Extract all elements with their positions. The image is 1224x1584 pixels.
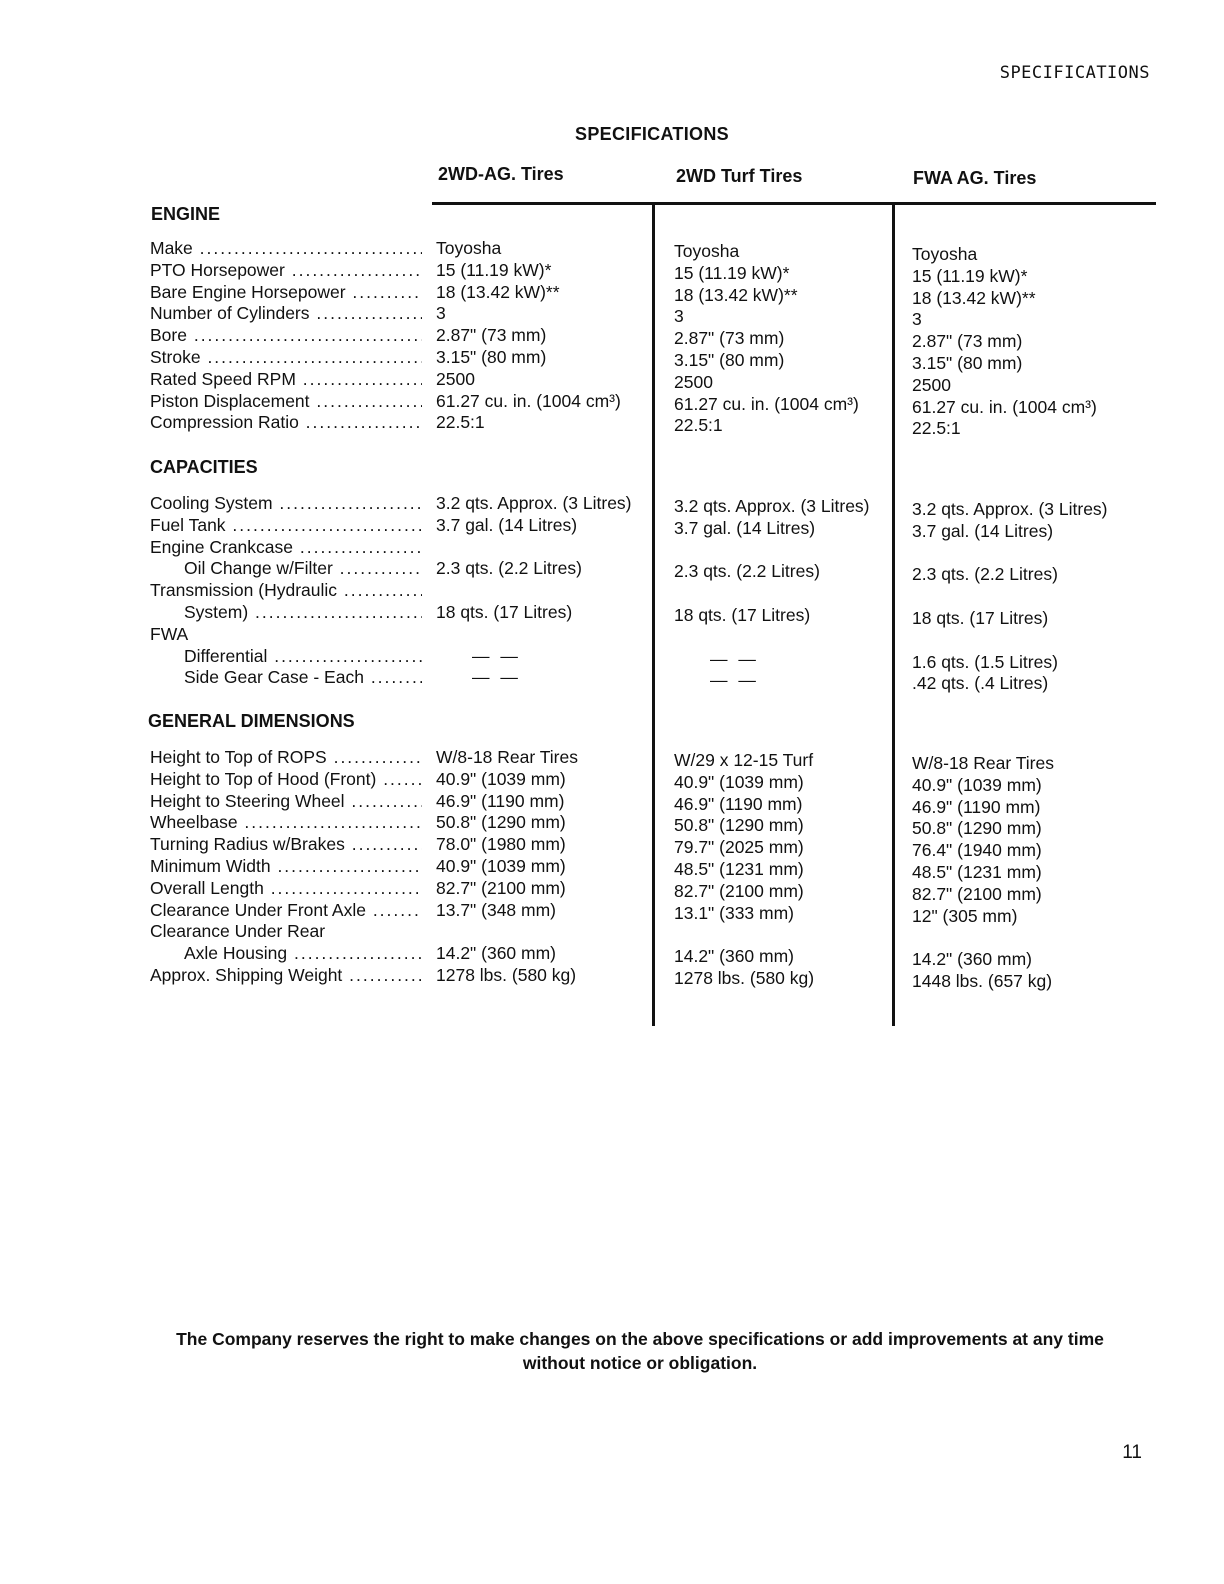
running-header: SPECIFICATIONS <box>999 63 1150 83</box>
spec-value-col-3: 22.5:1 <box>912 418 961 439</box>
spec-value-col-2: 3.15" (80 mm) <box>674 350 785 370</box>
spec-value-col-3: 14.2" (360 mm) <box>912 949 1033 970</box>
spec-value-col-1: 14.2" (360 mm) <box>436 943 557 964</box>
spec-value-col-1: 2500 <box>436 368 475 389</box>
spec-label: Transmission (Hydraulic ..... <box>150 579 422 601</box>
disclaimer-line-1: The Company reserves the right to make changes on the above specifications or add improvements at any time <box>176 1329 1104 1349</box>
spec-value-col-3: 2500 <box>912 374 951 395</box>
spec-value-col-1: 18 (13.42 kW)** <box>436 281 560 302</box>
spec-value-col-2: 2.3 qts. (2.2 Litres) <box>674 561 820 582</box>
spec-value-col-1: 78.0" (1980 mm) <box>436 834 566 855</box>
spec-label: Oil Change w/Filter ..... <box>184 557 422 579</box>
spec-value-col-2: 15 (11.19 kW)* <box>674 262 790 283</box>
spec-value-col-1: 82.7" (2100 mm) <box>436 877 566 898</box>
spec-row <box>0 302 1224 330</box>
spec-label: Fuel Tank ..... <box>150 514 422 536</box>
spec-label: Side Gear Case - Each ..... <box>184 666 422 688</box>
disclaimer-line-2: without notice or obligation. <box>522 1353 758 1373</box>
spec-value-col-3: 18 qts. (17 Litres) <box>912 608 1049 628</box>
spec-value-col-3: 48.5" (1231 mm) <box>912 862 1042 882</box>
spec-row <box>0 833 1224 861</box>
spec-row <box>0 390 1224 417</box>
spec-row <box>0 899 1224 926</box>
spec-row <box>0 855 1224 882</box>
spec-label: Number of Cylinders ..... <box>150 302 422 324</box>
spec-value-col-3: 40.9" (1039 mm) <box>912 774 1042 795</box>
page-title: SPECIFICATIONS <box>575 124 729 144</box>
spec-value-col-2: 3 <box>674 306 684 327</box>
spec-value-col-3: 1.6 qts. (1.5 Litres) <box>912 651 1058 672</box>
spec-row <box>0 281 1224 308</box>
spec-value-col-1: 18 qts. (17 Litres) <box>436 602 573 622</box>
header-rule <box>432 202 1156 205</box>
spec-value-col-2: 1278 lbs. (580 kg) <box>674 968 815 988</box>
spec-value-col-2: 48.5" (1231 mm) <box>674 859 804 879</box>
spec-row <box>0 666 1224 694</box>
spec-row <box>0 601 1224 628</box>
spec-label: Height to Top of ROPS ..... <box>150 746 422 768</box>
section-heading-dimensions: GENERAL DIMENSIONS <box>148 711 355 731</box>
spec-value-col-1: 3.7 gal. (14 Litres) <box>436 514 578 535</box>
spec-value-col-2: 22.5:1 <box>674 415 723 436</box>
spec-label: Bare Engine Horsepower ..... <box>150 281 422 303</box>
spec-value-col-3: Toyosha <box>912 244 978 264</box>
spec-value-col-2: 79.7" (2025 mm) <box>674 837 804 858</box>
spec-value-col-2: 18 qts. (17 Litres) <box>674 605 811 625</box>
spec-value-col-3: 2.3 qts. (2.2 Litres) <box>912 564 1058 585</box>
spec-row <box>0 259 1224 286</box>
spec-value-col-1: 40.9" (1039 mm) <box>436 768 566 789</box>
spec-row <box>0 920 1224 942</box>
spec-row <box>0 623 1224 645</box>
column-header-fwa-ag: FWA AG. Tires <box>913 168 1037 188</box>
spec-row <box>0 645 1224 672</box>
spec-value-col-2: 3.2 qts. Approx. (3 Litres) <box>674 496 870 516</box>
spec-label: Stroke ..... <box>150 346 422 368</box>
spec-row <box>0 514 1224 541</box>
spec-value-col-2: 46.9" (1190 mm) <box>674 793 803 814</box>
spec-label: Overall Length ..... <box>150 877 422 899</box>
spec-value-col-1: 22.5:1 <box>436 412 485 433</box>
spec-value-col-1: 2.3 qts. (2.2 Litres) <box>436 558 582 579</box>
spec-row <box>0 368 1224 395</box>
disclaimer-note <box>120 1327 1160 1375</box>
page-number: 11 <box>1122 1442 1142 1463</box>
spec-value-col-2: 18 (13.42 kW)** <box>674 284 798 305</box>
spec-value-col-1: — — <box>472 645 521 666</box>
spec-label: Make ..... <box>150 237 422 259</box>
spec-label: Approx. Shipping Weight ..... <box>150 964 422 986</box>
spec-value-col-3: 18 (13.42 kW)** <box>912 287 1036 308</box>
spec-label: System) ..... <box>184 601 422 623</box>
spec-value-col-1: Toyosha <box>436 238 502 258</box>
spec-row <box>0 411 1224 439</box>
spec-value-col-2: 2.87" (73 mm) <box>674 328 785 349</box>
spec-row <box>0 811 1224 839</box>
spec-row <box>0 346 1224 373</box>
spec-label: Piston Displacement ..... <box>150 390 422 412</box>
spec-label: Bore ..... <box>150 324 422 346</box>
spec-label: Differential ..... <box>184 645 422 667</box>
spec-row <box>0 790 1224 817</box>
spec-value-col-2: 14.2" (360 mm) <box>674 946 795 967</box>
spec-row <box>0 877 1224 904</box>
spec-label: Wheelbase ..... <box>150 811 422 833</box>
spec-value-col-1: 3.2 qts. Approx. (3 Litres) <box>436 493 632 513</box>
section-heading-engine: ENGINE <box>151 204 221 224</box>
spec-value-col-1: W/8-18 Rear Tires <box>436 747 578 767</box>
spec-value-col-1: 2.87" (73 mm) <box>436 325 547 346</box>
spec-value-col-1: 1278 lbs. (580 kg) <box>436 965 577 985</box>
spec-row <box>0 964 1224 991</box>
spec-row <box>0 536 1224 558</box>
spec-label: Clearance Under Rear <box>150 921 326 942</box>
spec-value-col-2: Toyosha <box>674 241 740 261</box>
spec-value-col-3: 12" (305 mm) <box>912 905 1018 926</box>
spec-value-col-2: 13.1" (333 mm) <box>674 902 795 923</box>
spec-label: Cooling System ..... <box>150 492 422 514</box>
spec-label: FWA <box>150 623 189 644</box>
spec-row <box>0 942 1224 970</box>
spec-value-col-3: 3.7 gal. (14 Litres) <box>912 520 1054 541</box>
spec-value-col-1: 40.9" (1039 mm) <box>436 856 566 876</box>
spec-value-col-3: 3.15" (80 mm) <box>912 353 1023 373</box>
spec-value-col-2: 50.8" (1290 mm) <box>674 815 804 836</box>
spec-value-col-2: — — <box>710 670 759 691</box>
spec-label: Minimum Width ..... <box>150 855 422 877</box>
spec-value-col-2: 40.9" (1039 mm) <box>674 771 804 792</box>
spec-value-col-3: 15 (11.19 kW)* <box>912 265 1028 286</box>
spec-value-col-1: 46.9" (1190 mm) <box>436 790 565 811</box>
spec-row <box>0 579 1224 601</box>
spec-value-col-3: W/8-18 Rear Tires <box>912 753 1054 773</box>
spec-label: Clearance Under Front Axle ..... <box>150 899 422 921</box>
spec-row <box>0 746 1224 773</box>
spec-value-col-3: .42 qts. (.4 Litres) <box>912 673 1049 694</box>
spec-value-col-3: 1448 lbs. (657 kg) <box>912 971 1053 991</box>
column-header-2wd-turf: 2WD Turf Tires <box>676 166 803 186</box>
spec-value-col-3: 46.9" (1190 mm) <box>912 796 1041 817</box>
spec-value-col-3: 3.2 qts. Approx. (3 Litres) <box>912 499 1108 519</box>
spec-value-col-1: 61.27 cu. in. (1004 cm³) <box>436 390 621 411</box>
spec-value-col-3: 3 <box>912 309 922 330</box>
spec-value-col-1: 13.7" (348 mm) <box>436 899 557 920</box>
spec-label: Axle Housing ..... <box>184 942 422 964</box>
spec-value-col-2: — — <box>710 648 759 669</box>
spec-value-col-3: 61.27 cu. in. (1004 cm³) <box>912 396 1097 417</box>
spec-value-col-2: 3.7 gal. (14 Litres) <box>674 517 816 538</box>
spec-value-col-3: 50.8" (1290 mm) <box>912 818 1042 839</box>
spec-label: Height to Top of Hood (Front) ..... <box>150 768 422 790</box>
spec-row <box>0 557 1224 585</box>
spec-label: Rated Speed RPM ..... <box>150 368 422 390</box>
spec-value-col-1: 3.15" (80 mm) <box>436 347 547 367</box>
spec-value-col-3: 2.87" (73 mm) <box>912 331 1023 352</box>
spec-label: Height to Steering Wheel ..... <box>150 790 422 812</box>
spec-value-col-2: 82.7" (2100 mm) <box>674 880 804 901</box>
spec-value-col-1: 15 (11.19 kW)* <box>436 259 552 280</box>
spec-label: Turning Radius w/Brakes ..... <box>150 833 422 855</box>
spec-label: PTO Horsepower ..... <box>150 259 422 281</box>
column-header-2wd-ag: 2WD-AG. Tires <box>438 164 564 184</box>
spec-row <box>0 492 1224 519</box>
spec-row <box>0 324 1224 352</box>
spec-value-col-3: 82.7" (2100 mm) <box>912 883 1042 904</box>
spec-value-col-2: W/29 x 12-15 Turf <box>674 750 814 770</box>
spec-row <box>0 237 1224 264</box>
spec-row <box>0 768 1224 795</box>
spec-label: Compression Ratio ..... <box>150 411 422 433</box>
spec-label: Engine Crankcase ..... <box>150 536 422 558</box>
spec-value-col-2: 61.27 cu. in. (1004 cm³) <box>674 393 859 414</box>
spec-value-col-1: 50.8" (1290 mm) <box>436 812 566 833</box>
spec-value-col-3: 76.4" (1940 mm) <box>912 840 1042 861</box>
spec-value-col-2: 2500 <box>674 371 713 392</box>
section-heading-capacities: CAPACITIES <box>150 457 258 477</box>
spec-value-col-1: — — <box>472 667 521 688</box>
spec-value-col-1: 3 <box>436 303 446 324</box>
